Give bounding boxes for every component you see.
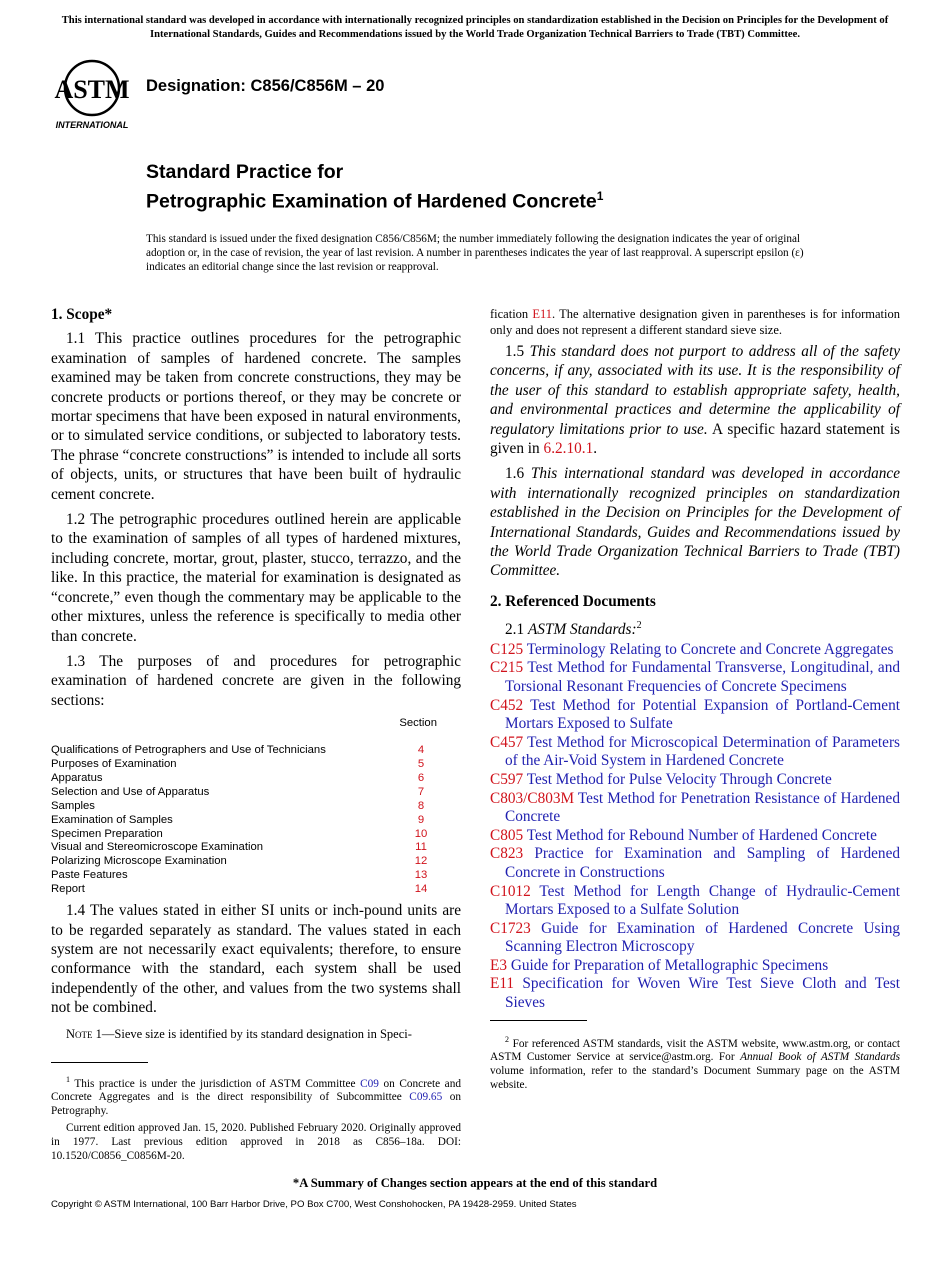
section-row: Samples 8 [51, 800, 461, 814]
section-link[interactable]: 7 [417, 785, 425, 798]
paragraph-1-1: 1.1 This practice outlines procedures for the petrographic examination of samples of hardened concrete. The samples examined may be taken from concrete constructions, they may be concrete products or portions thereof, or they may be concrete or mortar specimens that have been exposed in natural environments, or to simulated service conditions, or subjected to laboratory tests. The phrase “concrete constructions” is intended to include all sorts of objects, units, or structures that have been built of hydraulic cement concrete. [51, 330, 461, 503]
issue-note: This standard is issued under the fixed designation C856/C856M; the number immediately following the designation indicates the year of original adoption or, in the case of revision, the year of last revision. A number in parentheses indicates the year of last reapproval. A superscript epsilon (ε) indicates an editorial change since the last revision or reapproval. [146, 233, 804, 274]
svg-text:INTERNATIONAL: INTERNATIONAL [55, 120, 129, 130]
section-link[interactable]: 14 [414, 883, 428, 896]
footnote-rule [51, 1062, 148, 1063]
reference-item[interactable]: C823 Practice for Examination and Sampling of Hardened Concrete in Constructions [490, 845, 901, 881]
reference-item[interactable]: C1723 Guide for Examination of Hardened Concrete Using Scanning Electron Microscopy [490, 919, 900, 956]
note-1: Note 1—Sieve size is identified by its standard designation in Speci- [66, 1026, 412, 1041]
reference-item[interactable]: C125 Terminology Relating to Concrete and Concrete Aggregates [490, 640, 894, 658]
section-table [51, 716, 461, 897]
section-row: Purposes of Examination 5 [51, 758, 461, 772]
section-link[interactable]: 8 [417, 799, 425, 812]
section-row: Apparatus 6 [51, 772, 461, 786]
footnotes-left [51, 1073, 461, 1164]
reference-item[interactable]: C1012 Test Method for Length Change of Hydraulic-Cement Mortars Exposed to a Sulfate Solution [490, 882, 900, 919]
note-1-continued: fication E11. The alternative designation given in parentheses is for information only and does not represent a different standard sieve size. [490, 307, 901, 337]
astm-logo [54, 58, 134, 134]
reference-item[interactable]: C215 Test Method for Fundamental Transverse, Longitudinal, and Torsional Resonant Frequencies of Concrete Specimens [490, 659, 900, 695]
paragraph-1-6: 1.6 This international standard was developed in accordance with internationally recognized principles on standardization established in the Decision on Principles for the Development of International Standards, Guides and Recommendations issued by the World Trade Organization Technical Barriers to Trade (TBT) Committee. [490, 465, 900, 580]
section-row: Qualifications of Petrographers and Use of Technicians 4 [51, 744, 461, 758]
reference-item[interactable]: C452 Test Method for Potential Expansion of Portland-Cement Mortars Exposed to Sulfate [490, 696, 900, 733]
hazard-statement-link[interactable]: 6.2.10.1 [543, 440, 594, 458]
reference-item[interactable]: E11 Specification for Woven Wire Test Sieve Cloth and Test Sieves [490, 975, 901, 1012]
section-link[interactable]: 4 [417, 744, 425, 757]
reference-item[interactable]: C457 Test Method for Microscopical Determination of Parameters of the Air-Void System in Hardened Concrete [490, 733, 900, 770]
section-link[interactable]: 11 [415, 841, 427, 854]
reference-item[interactable]: C597 Test Method for Pulse Velocity Through Concrete [490, 770, 832, 788]
section-link[interactable]: 5 [417, 758, 425, 771]
section-link[interactable]: 13 [414, 869, 428, 882]
designation: Designation: C856/C856M – 20 [146, 77, 385, 95]
section-row: Examination of Samples 9 [51, 814, 461, 828]
section-row: Selection and Use of Apparatus 7 [51, 786, 461, 800]
referenced-documents-heading: 2. Referenced Documents [490, 592, 656, 610]
paragraph-1-2: 1.2 The petrographic procedures outlined herein are applicable to the examination of samples of all types of hardened mixtures, including concrete, mortar, grout, plaster, stucco, terrazzo, and the like. In this practice, the material for examination is designated as “concrete,” even though the commentary may be applicable to the other mixtures, unless the reference is specifically to media other than concrete. [51, 511, 461, 645]
reference-item[interactable]: E3 Guide for Preparation of Metallographic Specimens [490, 956, 829, 974]
e11-link[interactable]: E11 [532, 307, 553, 321]
footnote-1-edition: Current edition approved Jan. 15, 2020. Published February 2020. Originally approved in 1977. Last previous edition approved in 2018 as C856–18a. DOI: 10.1520/C0856_C0856M-20. [51, 1122, 461, 1163]
section-row: Report 14 [51, 883, 461, 897]
footnote-1: $^1$ This practice is under the jurisdiction of ASTM Committee C09 on Concrete and Concrete Aggregates and is the direct responsibility of Subcommittee C09.65 on Petrography. [51, 1074, 461, 1118]
copyright: Copyright © ASTM International, 100 Barr Harbor Drive, PO Box C700, West Conshohocken, PA 19428-2959. United States [51, 1199, 577, 1210]
footnote-rule [490, 1020, 587, 1021]
reference-item[interactable]: C803/C803M Test Method for Penetration Resistance of Hardened Concrete [490, 789, 900, 826]
reference-list [490, 641, 900, 1013]
left-column [51, 305, 461, 1163]
section-row: Visual and Stereomicroscope Examination 11 [51, 841, 461, 855]
scope-heading: 1. Scope* [51, 306, 113, 323]
subcommittee-link[interactable]: C09.65 [409, 1091, 443, 1104]
section-row: Specimen Preparation 10 [51, 828, 461, 842]
section-link[interactable]: 9 [417, 813, 425, 826]
summary-of-changes-note: *A Summary of Changes section appears at the end of this standard [292, 1176, 658, 1190]
paragraph-1-5: 1.5 This standard does not purport to address all of the safety concerns, if any, associated with its use. It is the responsibility of the user of this standard to establish appropriate safety, health, and environmental practices and determine the applicability of regulatory limitations prior to use. A specific hazard statement is given in 6.2.10.1. [490, 343, 901, 458]
section-table-header: Section [399, 717, 437, 730]
reference-item[interactable]: C805 Test Method for Rebound Number of Hardened Concrete [490, 826, 877, 844]
section-link[interactable]: 12 [414, 855, 428, 868]
section-table-rows [51, 744, 461, 897]
paragraph-1-4: 1.4 The values stated in either SI units or inch-pound units are to be regarded separately as standard. The values stated in each system are not necessarily exact equivalents; therefore, to ensure conformance with the standard, each system shall be used independently of the other, and values from the two systems shall not be combined. [51, 902, 461, 1017]
section-row: Paste Features 13 [51, 869, 461, 883]
section-link[interactable]: 10 [414, 827, 428, 840]
title-line-1: Standard Practice for [146, 161, 344, 183]
footnote-2: $^2$ For referenced ASTM standards, visit the ASTM website, www.astm.org, or contact ASTM Customer Service at service@astm.org. For Annual Book of ASTM Standards volume information, refer to the standard’s Document Summary page on the ASTM website. [490, 1034, 900, 1092]
paragraph-1-3: 1.3 The purposes of and procedures for petrographic examination of hardened concrete are given in the following sections: [51, 652, 461, 709]
header-notice: This international standard was developed in accordance with internationally recognized principles on standardization established in the Decision on Principles for the Development of International Standards, Guides and Recommendations issued by the World Trade Organization Technical Barriers to Trade (TBT) Committee. [61, 15, 889, 40]
astm-standards-intro: 2.1 ASTM Standards:$^2$ [505, 620, 642, 639]
section-row: Polarizing Microscope Examination 12 [51, 855, 461, 869]
page-title [146, 160, 603, 214]
title-footnote-marker: 1 [596, 189, 604, 203]
section-link[interactable]: 6 [417, 771, 425, 784]
right-column [490, 306, 900, 1092]
svg-text:ASTM: ASTM [54, 75, 130, 104]
committee-link[interactable]: C09 [360, 1077, 379, 1090]
title-line-2: Petrographic Examination of Hardened Concrete$^1$ [146, 189, 604, 213]
